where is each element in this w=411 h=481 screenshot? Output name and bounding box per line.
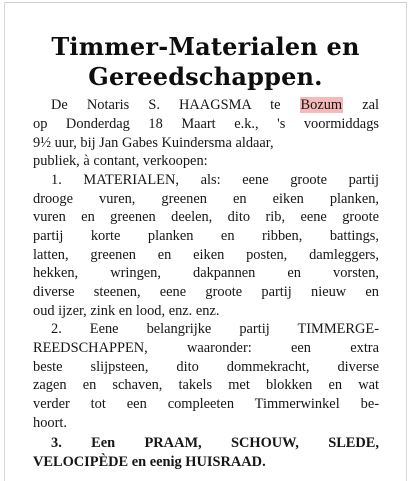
notice-line: hekken, wringen, dakpannen en vorsten, — [33, 265, 379, 281]
highlighted-search-term: Bozum — [300, 97, 343, 113]
notice-line: 1. MATERIALEN, als: eene groote partij — [51, 172, 379, 188]
notice-line: zagen en schaven, takels met blokken en wat — [33, 377, 379, 393]
notice-line: VELOCIPÈDE en eenig HUISRAAD. — [33, 454, 266, 470]
notice-line: verder tot een compleeten Timmerwinkel be- — [33, 396, 379, 412]
notice-line: 3. Een PRAAM, SCHOUW, SLEDE, — [51, 435, 379, 451]
notice-line: partij korte planken en ribben, battings, — [33, 228, 379, 244]
headline-line-2: Gereedschappen. — [88, 62, 323, 91]
notice-line: beste slijpsteen, dito dommekracht, diverse — [33, 359, 379, 375]
notice-line: latten, greenen en eiken posten, damleggers, — [33, 247, 379, 263]
notice-line: hoort. — [33, 415, 67, 431]
headline-line-1: Timmer-Materialen en — [51, 32, 360, 61]
notice-line: REEDSCHAPPEN, waaronder: een extra — [33, 340, 379, 356]
clipping-border-top — [4, 2, 407, 3]
intro-text-before: De Notaris S. HAAGSMA te — [51, 97, 300, 113]
notice-line: 2. Eene belangrijke partij TIMMERGE- — [51, 321, 379, 337]
notice-line: drooge vuren, greenen en eiken planken, — [33, 191, 379, 207]
notice-intro-line — [51, 96, 379, 114]
notice-line: op Donderdag 18 Maart e.k., 's voormiddags — [33, 116, 379, 132]
intro-text-after: zal — [343, 97, 379, 113]
notice-line: 9½ uur, bij Jan Gabes Kuindersma aldaar, — [33, 135, 274, 151]
notice-line: oud ijzer, zink en lood, enz. enz. — [33, 303, 220, 319]
notice-line: diverse steenen, eene groote partij nieuw en — [33, 284, 379, 300]
notice-line: vuren en greenen deelen, dito rib, eene groote — [33, 209, 379, 225]
notice-line: publiek, à contant, verkoopen: — [33, 153, 208, 169]
